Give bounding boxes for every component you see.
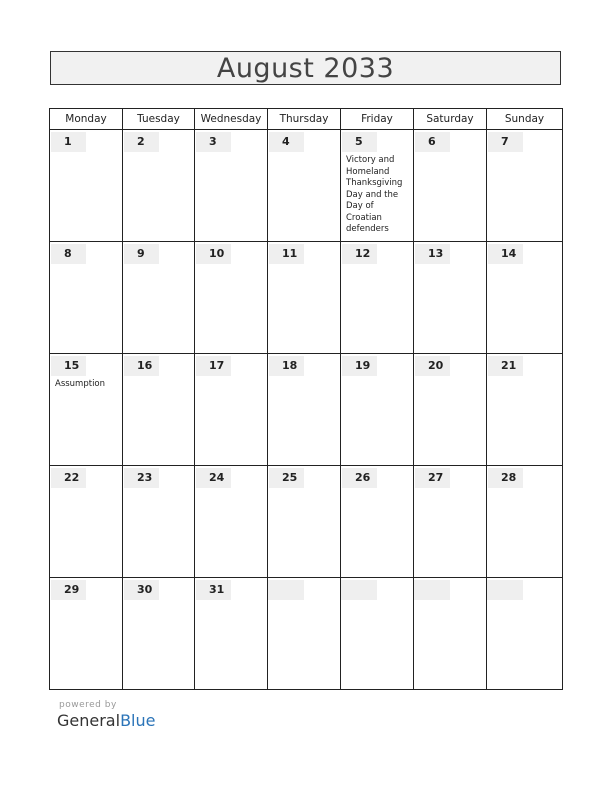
- day-cell: [487, 130, 563, 242]
- day-cell: [487, 242, 563, 354]
- footer: [57, 700, 155, 730]
- day-cell: [50, 466, 123, 578]
- week-row: [50, 354, 563, 466]
- week-row: [50, 242, 563, 354]
- generalblue-logo[interactable]: [57, 711, 155, 730]
- day-number: 4: [269, 132, 304, 152]
- day-cell: [341, 242, 414, 354]
- weekday-header: Monday: [50, 109, 123, 130]
- weekday-header: Saturday: [414, 109, 487, 130]
- day-cell: [123, 578, 195, 690]
- day-number: 12: [342, 244, 377, 264]
- day-number: 30: [124, 580, 159, 600]
- day-number: 2: [124, 132, 159, 152]
- day-cell: [414, 466, 487, 578]
- day-number: 28: [488, 468, 523, 488]
- empty-day-box: [268, 580, 304, 600]
- empty-day-cell: [268, 578, 341, 690]
- day-number: 14: [488, 244, 523, 264]
- weekday-header: Wednesday: [195, 109, 268, 130]
- empty-day-cell: [487, 578, 563, 690]
- day-number: 20: [415, 356, 450, 376]
- day-number: 5: [342, 132, 377, 152]
- day-number: 1: [51, 132, 86, 152]
- day-cell: [268, 242, 341, 354]
- day-number: 9: [124, 244, 159, 264]
- day-cell: [123, 130, 195, 242]
- day-number: 8: [51, 244, 86, 264]
- day-cell: [414, 242, 487, 354]
- day-cell: [487, 466, 563, 578]
- day-cell: [414, 130, 487, 242]
- day-number: 31: [196, 580, 231, 600]
- day-cell: [195, 130, 268, 242]
- day-cell: [341, 130, 414, 242]
- day-number: 21: [488, 356, 523, 376]
- day-cell: [487, 354, 563, 466]
- day-number: 22: [51, 468, 86, 488]
- day-number: 19: [342, 356, 377, 376]
- day-number: 6: [415, 132, 450, 152]
- day-number: 16: [124, 356, 159, 376]
- day-cell: [268, 130, 341, 242]
- empty-day-box: [414, 580, 450, 600]
- month-title-box: [50, 51, 561, 85]
- day-cell: [50, 578, 123, 690]
- day-cell: [123, 242, 195, 354]
- day-cell: [414, 354, 487, 466]
- day-number: 13: [415, 244, 450, 264]
- day-cell: [50, 354, 123, 466]
- empty-day-cell: [414, 578, 487, 690]
- day-cell: [341, 354, 414, 466]
- day-cell: [123, 354, 195, 466]
- day-number: 27: [415, 468, 450, 488]
- day-number: 23: [124, 468, 159, 488]
- day-cell: [123, 466, 195, 578]
- weekday-header: Sunday: [487, 109, 563, 130]
- powered-by-text: powered by: [59, 700, 117, 710]
- day-cell: [50, 242, 123, 354]
- brand-blue-text: Blue: [120, 711, 156, 730]
- day-number: 3: [196, 132, 231, 152]
- day-number: 18: [269, 356, 304, 376]
- day-cell: [341, 466, 414, 578]
- weekday-header: Friday: [341, 109, 414, 130]
- day-number: 10: [196, 244, 231, 264]
- week-row: [50, 130, 563, 242]
- weekday-header: Thursday: [268, 109, 341, 130]
- holiday-label: Victory and Homeland Thanksgiving Day and the Day of Croatian defenders: [346, 155, 403, 234]
- empty-day-box: [341, 580, 377, 600]
- day-number: 29: [51, 580, 86, 600]
- week-row: [50, 466, 563, 578]
- month-title: August 2033: [216, 52, 395, 84]
- calendar-grid: [49, 108, 563, 690]
- week-row: [50, 578, 563, 690]
- day-cell: [195, 354, 268, 466]
- day-number: 26: [342, 468, 377, 488]
- day-cell: [195, 578, 268, 690]
- brand-general-text: General: [57, 711, 121, 730]
- day-number: 15: [51, 356, 86, 376]
- day-number: 25: [269, 468, 304, 488]
- weekday-header-row: [50, 109, 563, 130]
- day-number: 7: [488, 132, 523, 152]
- day-number: 24: [196, 468, 231, 488]
- weekday-header: Tuesday: [123, 109, 195, 130]
- day-cell: [195, 242, 268, 354]
- empty-day-box: [487, 580, 523, 600]
- day-cell: [50, 130, 123, 242]
- holiday-label: Assumption: [55, 379, 106, 389]
- day-number: 17: [196, 356, 231, 376]
- empty-day-cell: [341, 578, 414, 690]
- day-cell: [195, 466, 268, 578]
- day-cell: [268, 466, 341, 578]
- day-cell: [268, 354, 341, 466]
- day-number: 11: [269, 244, 304, 264]
